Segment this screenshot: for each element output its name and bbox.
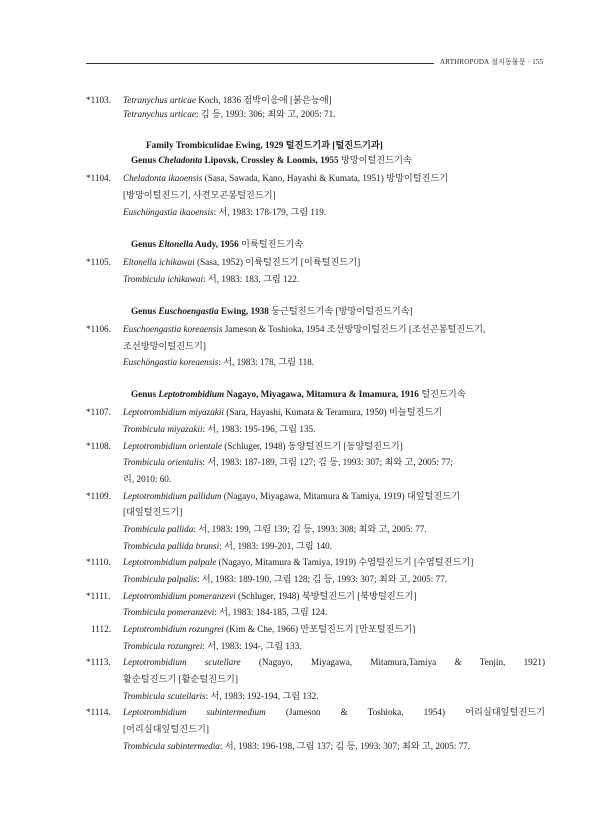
entry-number: 1112. xyxy=(91,624,111,634)
entry-text: Euschoengastia koreaensis Jameson & Toshioka, 1954 조선방망이털진드기 [조선곤봉털진드기, xyxy=(123,324,486,334)
entry-continuation: [방망이털진드기, 사견모곤봉털진드기] xyxy=(123,190,276,200)
genus-heading: Genus Euschoengastia Ewing, 1938 둥근털진드기속 [방망이털진드기속] xyxy=(131,306,413,316)
entry-continuation: 활순털진드기 [활순털진드기] xyxy=(123,674,238,684)
entry-continuation: 조선방망이털진드기] xyxy=(123,341,206,351)
synonym-line: Trombicula pallida brunsi: 서, 1983: 199-201, 그림 140. xyxy=(123,541,333,551)
synonym-line: Trombicula rozungrei: 서, 1983: 194-, 그림 133. xyxy=(123,641,302,651)
synonym-line: Trombicula pomeranzevi: 서, 1983: 184-185, 그림 124. xyxy=(123,607,328,617)
entry-number: *1105. xyxy=(86,257,111,267)
entry-number: *1107. xyxy=(86,407,111,417)
entry-number: *1111. xyxy=(86,591,111,601)
genus-heading: Genus Cheladonta Lipovsk, Crossley & Loomis, 1955 방망이털진드기속 xyxy=(131,155,412,165)
synonym-line: Trombicula palpalis: 서, 1983: 189-190, 그림 128; 김 등, 1993: 307; 최와 고, 2005: 77. xyxy=(123,574,448,584)
entry-text: Leptotrombidium miyazakii (Sara, Hayashi, Kumata & Teramura, 1950) 비늘털진드기 xyxy=(123,407,443,417)
entry-number: *1110. xyxy=(86,557,111,567)
entry-text: Tetranychus urticae Koch, 1836 점박이응애 [붉은능애] xyxy=(123,95,332,105)
entry-text: Cheladonta ikaoensis (Sasa, Sawada, Kano, Hayashi & Kumata, 1951) 방망이털진드기 xyxy=(123,173,449,183)
header-rule xyxy=(86,63,434,64)
entry-text: Leptotrombidium subintermedium (Jameson & Toshioka, 1954) 어리실대잎털진드기 xyxy=(123,707,545,717)
family-heading: Family Trombiculidae Ewing, 1929 털진드기과 [털진드기과] xyxy=(146,140,383,150)
synonym-line: Trombicula ichikawai: 서, 1983: 183, 그림 122. xyxy=(123,274,300,284)
entry-continuation: 리, 2010: 60. xyxy=(123,474,172,484)
synonym-line: Trombicula miyazakii: 서, 1983: 195-196, 그림 135. xyxy=(123,424,316,434)
synonym-line: Euschöngastia ikaoensis: 서, 1983: 178-179, 그림 119. xyxy=(123,207,327,217)
synonym-line: Trombicula subintermedia: 서, 1983: 196-198, 그림 137; 김 등, 1993: 307; 최와 고, 2005: 77. xyxy=(123,741,471,751)
entry-number: *1109. xyxy=(86,491,111,501)
genus-heading: Genus Leptotrombidium Nagayo, Miyagawa, Mitamura & Imamura, 1916 털진드기속 xyxy=(131,389,466,399)
entry-text: Leptotrombidium orientale (Schluger, 1948) 동양털진드기 [동양털진드기] xyxy=(123,441,403,451)
synonym-line: Trombicula scutellaris: 서, 1983: 192-194, 그림 132. xyxy=(123,691,319,701)
running-header: ARTHROPODA 절지동물문 · 155 xyxy=(440,58,544,66)
entry-text: Leptotrombidium pomeranzevi (Schluger, 1948) 북방털진드기 [북방털진드기] xyxy=(123,591,417,601)
entry-number: *1104. xyxy=(86,173,111,183)
entry-text: Leptotrombidium pallidum (Nagayo, Miyagawa, Mitamura & Tamiya, 1919) 대잎털진드기 xyxy=(123,491,461,501)
entry-text: Leptotrombidium palpale (Nagayo, Mitamura & Tamiya, 1919) 수염털진드기 [수염털진드기] xyxy=(123,557,474,567)
entry-number: *1114. xyxy=(86,707,111,717)
synonym-line: Trombicula pallida: 서, 1983: 199, 그림 139; 김 등, 1993: 308; 최와 고, 2005: 77. xyxy=(123,524,427,534)
synonym-line: Trombicula orientalis: 서, 1983: 187-189, 그림 127; 김 등, 1993: 307; 최와 고, 2005: 77; xyxy=(123,457,453,467)
synonym-line: Euschöngastia koreaensis: 서, 1983: 178, 그림 118. xyxy=(123,357,315,367)
entry-continuation: [대잎털진드기] xyxy=(123,507,183,517)
entry-text: Leptotrombidium rozungrei (Kim & Che, 1966) 만포털진드기 [만포털진드기] xyxy=(123,624,416,634)
entry-number: *1103. xyxy=(86,95,111,105)
entry-continuation: [어리실대잎털진드기] xyxy=(123,724,209,734)
entry-number: *1113. xyxy=(86,657,111,667)
synonym-line: Tetranychus urticae: 김 등, 1993: 306; 최와 고, 2005: 71. xyxy=(123,109,336,119)
entry-number: *1108. xyxy=(86,441,111,451)
entry-text: Leptotrombidium scutellare (Nagayo, Miyagawa, Mitamura,Tamiya & Tenjin, 1921) xyxy=(123,657,545,667)
entry-number: *1106. xyxy=(86,324,111,334)
genus-heading: Genus Eltonella Audy, 1956 이륙털진드기속 xyxy=(131,239,304,249)
entry-text: Eltonella ichikawai (Sasa, 1952) 이륙털진드기 [이륙털진드기] xyxy=(123,257,361,267)
